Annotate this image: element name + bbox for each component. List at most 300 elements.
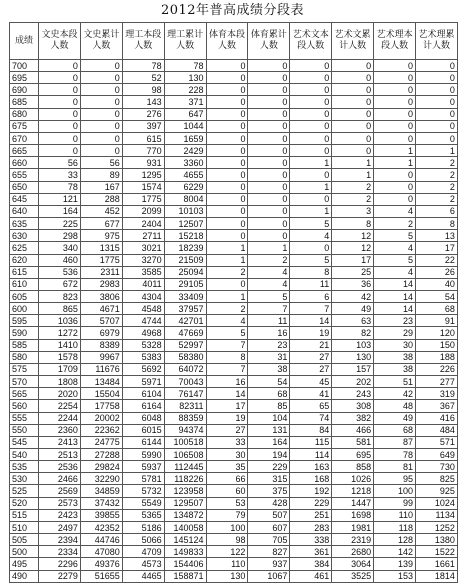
count-cell: 466 bbox=[332, 424, 374, 436]
count-cell: 0 bbox=[248, 230, 290, 242]
count-cell: 647 bbox=[164, 108, 206, 120]
table-row bbox=[10, 230, 458, 242]
count-cell: 88359 bbox=[164, 412, 206, 424]
count-cell: 78 bbox=[374, 449, 416, 461]
count-cell: 6 bbox=[290, 290, 332, 302]
count-cell: 13484 bbox=[80, 376, 122, 388]
count-cell: 397 bbox=[122, 120, 164, 132]
score-cell: 625 bbox=[10, 242, 39, 254]
count-cell: 27 bbox=[290, 351, 332, 363]
count-cell: 1067 bbox=[248, 570, 290, 582]
count-cell: 0 bbox=[374, 60, 416, 72]
count-cell: 0 bbox=[332, 60, 374, 72]
count-cell: 6048 bbox=[122, 412, 164, 424]
table-row bbox=[10, 60, 458, 72]
table-row bbox=[10, 412, 458, 424]
count-cell: 134872 bbox=[164, 509, 206, 521]
score-cell: 500 bbox=[10, 546, 39, 558]
count-cell: 3270 bbox=[122, 254, 164, 266]
count-cell: 38 bbox=[248, 363, 290, 375]
count-cell: 3360 bbox=[164, 157, 206, 169]
table-row bbox=[10, 339, 458, 351]
count-cell: 17 bbox=[206, 400, 248, 412]
count-cell: 14 bbox=[374, 278, 416, 290]
count-cell: 48 bbox=[374, 400, 416, 412]
score-cell: 530 bbox=[10, 473, 39, 485]
count-cell: 3525 bbox=[332, 570, 374, 582]
count-cell: 0 bbox=[80, 96, 122, 108]
count-cell: 14 bbox=[290, 315, 332, 327]
count-cell: 94374 bbox=[164, 424, 206, 436]
count-cell: 35 bbox=[206, 461, 248, 473]
count-cell: 5 bbox=[374, 230, 416, 242]
column-header: 艺术文本段人数 bbox=[290, 23, 332, 60]
count-cell: 45 bbox=[290, 376, 332, 388]
count-cell: 14 bbox=[206, 388, 248, 400]
count-cell: 10103 bbox=[164, 205, 206, 217]
count-cell: 47080 bbox=[80, 546, 122, 558]
table-row bbox=[10, 558, 458, 570]
count-cell: 0 bbox=[206, 157, 248, 169]
count-cell: 705 bbox=[248, 534, 290, 546]
count-cell: 70043 bbox=[164, 376, 206, 388]
table-row bbox=[10, 570, 458, 582]
count-cell: 4465 bbox=[122, 570, 164, 582]
count-cell: 110 bbox=[206, 558, 248, 570]
count-cell: 0 bbox=[206, 230, 248, 242]
table-row bbox=[10, 108, 458, 120]
count-cell: 2983 bbox=[80, 278, 122, 290]
score-cell: 675 bbox=[10, 120, 39, 132]
count-cell: 0 bbox=[332, 108, 374, 120]
count-cell: 17758 bbox=[80, 400, 122, 412]
count-cell: 150 bbox=[416, 339, 458, 351]
count-cell: 54 bbox=[416, 290, 458, 302]
count-cell: 1814 bbox=[416, 570, 458, 582]
count-cell: 25094 bbox=[164, 266, 206, 278]
count-cell: 104 bbox=[248, 412, 290, 424]
count-cell: 106508 bbox=[164, 449, 206, 461]
count-cell: 0 bbox=[290, 242, 332, 254]
count-cell: 2429 bbox=[164, 145, 206, 157]
count-cell: 0 bbox=[290, 72, 332, 84]
count-cell: 56 bbox=[39, 157, 81, 169]
table-row bbox=[10, 157, 458, 169]
count-cell: 0 bbox=[248, 60, 290, 72]
count-cell: 649 bbox=[416, 449, 458, 461]
table-row bbox=[10, 205, 458, 217]
count-cell: 382 bbox=[332, 412, 374, 424]
count-cell: 129507 bbox=[164, 497, 206, 509]
count-cell: 4655 bbox=[164, 169, 206, 181]
count-cell: 0 bbox=[80, 145, 122, 157]
count-cell: 0 bbox=[206, 278, 248, 290]
count-cell: 1 bbox=[374, 145, 416, 157]
count-cell: 58380 bbox=[164, 351, 206, 363]
count-cell: 68 bbox=[248, 388, 290, 400]
table-row bbox=[10, 400, 458, 412]
count-cell: 33409 bbox=[164, 290, 206, 302]
table-row bbox=[10, 424, 458, 436]
table-row bbox=[10, 145, 458, 157]
column-header: 艺术理累计人数 bbox=[416, 23, 458, 60]
count-cell: 225 bbox=[39, 218, 81, 230]
count-cell: 1 bbox=[290, 157, 332, 169]
count-cell: 143 bbox=[122, 96, 164, 108]
count-cell: 0 bbox=[80, 108, 122, 120]
count-cell: 0 bbox=[332, 145, 374, 157]
count-cell: 18239 bbox=[164, 242, 206, 254]
count-cell: 120 bbox=[416, 327, 458, 339]
count-cell: 128 bbox=[374, 534, 416, 546]
table-row bbox=[10, 388, 458, 400]
score-cell: 575 bbox=[10, 363, 39, 375]
count-cell: 33 bbox=[39, 169, 81, 181]
count-cell: 2244 bbox=[39, 412, 81, 424]
count-cell: 1134 bbox=[416, 509, 458, 521]
count-cell: 110 bbox=[374, 509, 416, 521]
count-cell: 536 bbox=[39, 266, 81, 278]
count-cell: 22 bbox=[416, 254, 458, 266]
count-cell: 79 bbox=[206, 509, 248, 521]
count-cell: 19 bbox=[290, 327, 332, 339]
count-cell: 0 bbox=[374, 84, 416, 96]
count-cell: 4744 bbox=[122, 315, 164, 327]
count-cell: 17 bbox=[416, 242, 458, 254]
count-cell: 52 bbox=[122, 72, 164, 84]
table-row bbox=[10, 497, 458, 509]
count-cell: 16 bbox=[248, 327, 290, 339]
table-row bbox=[10, 327, 458, 339]
count-cell: 82311 bbox=[164, 400, 206, 412]
count-cell: 84 bbox=[290, 424, 332, 436]
count-cell: 2573 bbox=[39, 497, 81, 509]
count-cell: 98 bbox=[122, 84, 164, 96]
count-cell: 167 bbox=[80, 181, 122, 193]
count-cell: 0 bbox=[206, 84, 248, 96]
count-cell: 2513 bbox=[39, 449, 81, 461]
table-row bbox=[10, 363, 458, 375]
count-cell: 0 bbox=[290, 96, 332, 108]
count-cell: 4671 bbox=[80, 303, 122, 315]
count-cell: 243 bbox=[332, 388, 374, 400]
count-cell: 5066 bbox=[122, 534, 164, 546]
count-cell: 5 bbox=[290, 218, 332, 230]
count-cell: 1661 bbox=[416, 558, 458, 570]
count-cell: 100 bbox=[374, 485, 416, 497]
count-cell: 1981 bbox=[332, 521, 374, 533]
count-cell: 0 bbox=[248, 72, 290, 84]
count-cell: 1 bbox=[374, 157, 416, 169]
count-cell: 81 bbox=[374, 461, 416, 473]
count-cell: 0 bbox=[248, 108, 290, 120]
count-cell: 340 bbox=[39, 242, 81, 254]
count-cell: 78 bbox=[39, 181, 81, 193]
count-cell: 308 bbox=[332, 400, 374, 412]
score-cell: 615 bbox=[10, 266, 39, 278]
count-cell: 149833 bbox=[164, 546, 206, 558]
count-cell: 0 bbox=[290, 120, 332, 132]
table-row bbox=[10, 266, 458, 278]
count-cell: 0 bbox=[248, 181, 290, 193]
count-cell: 26 bbox=[416, 266, 458, 278]
count-cell: 0 bbox=[290, 60, 332, 72]
count-cell: 2466 bbox=[39, 473, 81, 485]
score-cell: 510 bbox=[10, 521, 39, 533]
count-cell: 288 bbox=[80, 193, 122, 205]
count-cell: 27288 bbox=[80, 449, 122, 461]
count-cell: 2279 bbox=[39, 570, 81, 582]
count-cell: 1775 bbox=[122, 193, 164, 205]
count-cell: 154406 bbox=[164, 558, 206, 570]
count-cell: 1315 bbox=[80, 242, 122, 254]
count-cell: 100 bbox=[206, 521, 248, 533]
count-cell: 19 bbox=[206, 412, 248, 424]
table-row bbox=[10, 534, 458, 546]
count-cell: 202 bbox=[332, 376, 374, 388]
count-cell: 2 bbox=[416, 169, 458, 181]
count-cell: 607 bbox=[248, 521, 290, 533]
count-cell: 1808 bbox=[39, 376, 81, 388]
score-cell: 670 bbox=[10, 132, 39, 144]
count-cell: 142 bbox=[374, 546, 416, 558]
count-cell: 0 bbox=[206, 108, 248, 120]
count-cell: 0 bbox=[416, 96, 458, 108]
count-cell: 0 bbox=[332, 84, 374, 96]
count-cell: 0 bbox=[416, 60, 458, 72]
count-cell: 91 bbox=[416, 315, 458, 327]
count-cell: 2254 bbox=[39, 400, 81, 412]
count-cell: 0 bbox=[416, 84, 458, 96]
table-row bbox=[10, 254, 458, 266]
count-cell: 4304 bbox=[122, 290, 164, 302]
count-cell: 0 bbox=[248, 205, 290, 217]
count-cell: 461 bbox=[290, 570, 332, 582]
count-cell: 29105 bbox=[164, 278, 206, 290]
count-cell: 6229 bbox=[164, 181, 206, 193]
count-cell: 89 bbox=[80, 169, 122, 181]
count-cell: 0 bbox=[80, 84, 122, 96]
count-cell: 825 bbox=[416, 473, 458, 485]
score-cell: 565 bbox=[10, 388, 39, 400]
count-cell: 5937 bbox=[122, 461, 164, 473]
count-cell: 5328 bbox=[122, 339, 164, 351]
count-cell: 15504 bbox=[80, 388, 122, 400]
count-cell: 7 bbox=[248, 303, 290, 315]
count-cell: 0 bbox=[39, 120, 81, 132]
count-cell: 5732 bbox=[122, 485, 164, 497]
count-cell: 8 bbox=[290, 266, 332, 278]
column-header: 艺术文累计人数 bbox=[332, 23, 374, 60]
count-cell: 484 bbox=[416, 424, 458, 436]
count-cell: 4709 bbox=[122, 546, 164, 558]
count-cell: 6015 bbox=[122, 424, 164, 436]
count-cell: 7 bbox=[290, 303, 332, 315]
column-header: 成绩 bbox=[10, 23, 39, 60]
count-cell: 827 bbox=[248, 546, 290, 558]
column-header: 文史本段人数 bbox=[39, 23, 81, 60]
count-cell: 29 bbox=[374, 327, 416, 339]
count-cell: 15218 bbox=[164, 230, 206, 242]
count-cell: 188 bbox=[416, 351, 458, 363]
count-cell: 2099 bbox=[122, 205, 164, 217]
count-cell: 298 bbox=[39, 230, 81, 242]
count-cell: 44746 bbox=[80, 534, 122, 546]
count-cell: 0 bbox=[80, 120, 122, 132]
count-cell: 14 bbox=[374, 303, 416, 315]
count-cell: 1252 bbox=[416, 521, 458, 533]
count-cell: 5 bbox=[206, 327, 248, 339]
count-cell: 32290 bbox=[80, 473, 122, 485]
count-cell: 2680 bbox=[332, 546, 374, 558]
table-row bbox=[10, 290, 458, 302]
count-cell: 0 bbox=[206, 72, 248, 84]
count-cell: 114 bbox=[290, 449, 332, 461]
column-header: 文史累计人数 bbox=[80, 23, 122, 60]
table-row bbox=[10, 242, 458, 254]
count-cell: 0 bbox=[290, 132, 332, 144]
count-cell: 60 bbox=[206, 485, 248, 497]
count-cell: 12 bbox=[332, 242, 374, 254]
count-cell: 0 bbox=[416, 72, 458, 84]
count-cell: 11676 bbox=[80, 363, 122, 375]
count-cell: 37432 bbox=[80, 497, 122, 509]
score-cell: 600 bbox=[10, 303, 39, 315]
count-cell: 2711 bbox=[122, 230, 164, 242]
count-cell: 229 bbox=[248, 461, 290, 473]
count-cell: 42352 bbox=[80, 521, 122, 533]
count-cell: 68 bbox=[416, 303, 458, 315]
table-body bbox=[10, 60, 458, 583]
count-cell: 158871 bbox=[164, 570, 206, 582]
count-cell: 0 bbox=[416, 132, 458, 144]
count-cell: 131 bbox=[248, 424, 290, 436]
score-cell: 560 bbox=[10, 400, 39, 412]
count-cell: 1272 bbox=[39, 327, 81, 339]
count-cell: 0 bbox=[374, 132, 416, 144]
count-cell: 2536 bbox=[39, 461, 81, 473]
count-cell: 0 bbox=[374, 181, 416, 193]
count-cell: 0 bbox=[80, 60, 122, 72]
count-cell: 229 bbox=[290, 497, 332, 509]
count-cell: 0 bbox=[332, 72, 374, 84]
count-cell: 0 bbox=[290, 193, 332, 205]
count-cell: 123958 bbox=[164, 485, 206, 497]
table-header-row bbox=[10, 23, 458, 60]
count-cell: 4573 bbox=[122, 558, 164, 570]
count-cell: 0 bbox=[206, 218, 248, 230]
count-cell: 5990 bbox=[122, 449, 164, 461]
table-row bbox=[10, 315, 458, 327]
count-cell: 0 bbox=[80, 132, 122, 144]
count-cell: 0 bbox=[374, 72, 416, 84]
count-cell: 0 bbox=[206, 145, 248, 157]
count-cell: 226 bbox=[416, 363, 458, 375]
count-cell: 1 bbox=[206, 242, 248, 254]
count-cell: 0 bbox=[206, 132, 248, 144]
count-cell: 5692 bbox=[122, 363, 164, 375]
score-cell: 685 bbox=[10, 96, 39, 108]
count-cell: 74 bbox=[290, 412, 332, 424]
count-cell: 0 bbox=[39, 132, 81, 144]
score-cell: 695 bbox=[10, 72, 39, 84]
count-cell: 0 bbox=[248, 169, 290, 181]
count-cell: 361 bbox=[290, 546, 332, 558]
count-cell: 40 bbox=[416, 278, 458, 290]
table-row bbox=[10, 218, 458, 230]
count-cell: 4548 bbox=[122, 303, 164, 315]
count-cell: 11 bbox=[248, 315, 290, 327]
count-cell: 1775 bbox=[80, 254, 122, 266]
count-cell: 0 bbox=[206, 205, 248, 217]
score-cell: 525 bbox=[10, 485, 39, 497]
count-cell: 283 bbox=[290, 521, 332, 533]
count-cell: 24775 bbox=[80, 436, 122, 448]
table-row bbox=[10, 351, 458, 363]
score-cell: 555 bbox=[10, 412, 39, 424]
count-cell: 3021 bbox=[122, 242, 164, 254]
count-cell: 78 bbox=[164, 60, 206, 72]
count-cell: 2 bbox=[206, 303, 248, 315]
count-cell: 1 bbox=[290, 205, 332, 217]
count-cell: 4 bbox=[248, 266, 290, 278]
count-cell: 0 bbox=[290, 84, 332, 96]
count-cell: 3585 bbox=[122, 266, 164, 278]
count-cell: 22362 bbox=[80, 424, 122, 436]
count-cell: 5186 bbox=[122, 521, 164, 533]
count-cell: 2 bbox=[248, 254, 290, 266]
count-cell: 164 bbox=[39, 205, 81, 217]
count-cell: 6 bbox=[416, 205, 458, 217]
table-row bbox=[10, 376, 458, 388]
count-cell: 21 bbox=[290, 339, 332, 351]
count-cell: 85 bbox=[248, 400, 290, 412]
count-cell: 54 bbox=[248, 376, 290, 388]
table-row bbox=[10, 436, 458, 448]
count-cell: 2569 bbox=[39, 485, 81, 497]
count-cell: 51 bbox=[374, 376, 416, 388]
count-cell: 507 bbox=[248, 509, 290, 521]
count-cell: 931 bbox=[122, 157, 164, 169]
count-cell: 2311 bbox=[80, 266, 122, 278]
count-cell: 99 bbox=[374, 497, 416, 509]
count-cell: 8004 bbox=[164, 193, 206, 205]
table-row bbox=[10, 509, 458, 521]
score-cell: 495 bbox=[10, 558, 39, 570]
count-cell: 53 bbox=[206, 497, 248, 509]
count-cell: 925 bbox=[416, 485, 458, 497]
count-cell: 375 bbox=[248, 485, 290, 497]
count-cell: 2 bbox=[206, 266, 248, 278]
count-cell: 1 bbox=[206, 254, 248, 266]
count-cell: 5383 bbox=[122, 351, 164, 363]
count-cell: 0 bbox=[290, 169, 332, 181]
count-cell: 4 bbox=[206, 315, 248, 327]
count-cell: 4 bbox=[374, 205, 416, 217]
score-cell: 620 bbox=[10, 254, 39, 266]
count-cell: 865 bbox=[39, 303, 81, 315]
count-cell: 64072 bbox=[164, 363, 206, 375]
count-cell: 0 bbox=[248, 120, 290, 132]
count-cell: 1024 bbox=[416, 497, 458, 509]
count-cell: 2020 bbox=[39, 388, 81, 400]
table-row bbox=[10, 96, 458, 108]
table-row bbox=[10, 120, 458, 132]
count-cell: 145124 bbox=[164, 534, 206, 546]
count-cell: 27 bbox=[290, 363, 332, 375]
score-cell: 660 bbox=[10, 157, 39, 169]
score-cell: 605 bbox=[10, 290, 39, 302]
